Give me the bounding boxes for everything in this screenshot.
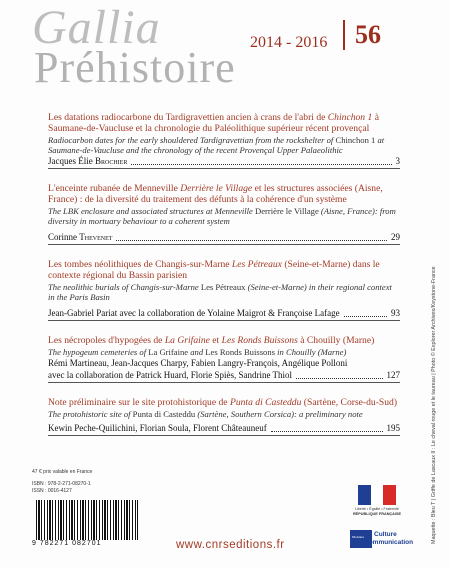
issue-years: 2014 - 2016 (250, 34, 328, 51)
article-author: Corinne Thevenet (48, 232, 113, 242)
journal-name-line2: Préhistoire (34, 43, 236, 92)
barcode-number: 9 782271 082701 (32, 540, 102, 547)
article-author-line (48, 232, 400, 243)
article-author-line (48, 423, 400, 434)
article-author: Jean-Gabriel Pariat avec la collaboration de Yolaine Maigrot & Françoise Lafage (48, 308, 340, 318)
journal-logo (32, 1, 252, 94)
issn-number: ISSN : 0016-4127 (32, 488, 72, 494)
article-title: Note préliminaire sur le site protohistorique de Punta di Casteddu (Sartène, Corse-du-Sud) (48, 397, 398, 408)
article-title: Les nécropoles d'hypogées de La Grifaine et Les Ronds Buissons à Chouilly (Marne) (48, 335, 375, 346)
article-page: 3 (395, 156, 400, 166)
dot-leader (116, 239, 387, 241)
isbn-number: ISBN : 978-2-271-08270-1 (32, 481, 91, 487)
article-page: 127 (386, 370, 400, 380)
dot-leader (131, 163, 391, 165)
article-author-line (48, 308, 400, 319)
barcode-bars (36, 500, 138, 540)
publisher-url: www.cnrseditions.fr (176, 539, 285, 551)
toc-entry (48, 397, 400, 436)
article-authors-line1: Rémi Martineau, Jean-Jacques Charpy, Fabien Langry-François, Angélique Polloni (48, 358, 348, 368)
article-english-title: Radiocarbon dates for the early shouldered Tardigravettian from the rockshelter of Chinchon 1 at Saumane-de-Vaucluse and the chronology of the recent Provençal Upper Palaeolithic (48, 135, 385, 155)
article-page: 195 (386, 423, 400, 433)
article-title: Les tombes néolithiques de Changis-sur-Marne Les Pétreaux (Seine-et-Marne) dans le contexte régional du Bassin parisien (48, 259, 380, 281)
barcode (32, 500, 142, 546)
entry-divider (48, 320, 400, 321)
ministry-culture-logo (350, 530, 414, 548)
article-english-title: The protohistoric site of Punta di Casteddu (Sartène, Southern Corsica): a preliminary note (48, 409, 363, 419)
ministry-logo-icon: Ministère (350, 530, 372, 548)
french-flag-icon (358, 485, 396, 505)
article-english-title: The neolithic burials of Changis-sur-Marne Les Pétreaux (Seine-et-Marne) in their regional context in the Paris Basin (48, 282, 392, 302)
article-author: Kewin Peche-Quilichini, Florian Soula, Florent Châteauneuf (48, 423, 267, 433)
toc-entry (48, 183, 400, 245)
table-of-contents (48, 112, 400, 450)
dot-leader (271, 430, 383, 432)
article-english-title: The LBK enclosure and associated structures at Menneville Derrière le Village (Aisne, France): from diversity in mortuary behaviour to a coherent system (48, 206, 396, 226)
entry-divider (48, 244, 400, 245)
rf-name: RÉPUBLIQUE FRANÇAISE (352, 512, 402, 516)
article-page: 93 (391, 308, 400, 318)
isbn-block (32, 481, 91, 495)
volume-number: 56 (355, 20, 381, 49)
ministry-culture-text: Culture (374, 531, 397, 538)
rf-motto: Liberté • Égalité • Fraternité (355, 507, 399, 511)
dot-leader (344, 315, 387, 317)
article-page: 29 (391, 232, 400, 242)
credits-vertical-text: Maquette : Bleu T | Griffe de Lascaux II : Le cheval rouge et le taureau | Photo © Explorer Archives/Keystone-France (431, 266, 437, 544)
article-english-title: The hypogeum cemeteries of La Grifaine and Les Ronds Buissons in Chouilly (Marne) (48, 347, 347, 357)
article-author-line (48, 156, 400, 167)
article-authors-line2: avec la collaboration de Patrick Huard, Florie Spiès, Sandrine Thiol (48, 370, 293, 380)
price-label: 47 € prix valable en France (32, 469, 93, 475)
toc-entry (48, 335, 400, 383)
journal-name-line1: Gallia (32, 1, 161, 54)
article-author: Jacques Élie Brochier (48, 156, 128, 166)
dot-leader (296, 377, 382, 379)
article-author-line (48, 358, 400, 369)
toc-entry (48, 112, 400, 169)
entry-divider (48, 382, 400, 383)
article-title: Les datations radiocarbone du Tardigravettien ancien à crans de l'abri de Chinchon 1 à Saumane-de-Vaucluse et la chronologie du Paléolithique supérieur récent provençal (48, 112, 379, 134)
article-title: L'enceinte rubanée de Menneville Derrière le Village et les structures associées (Aisne, France) : de la diversité du traitement des défunts à la cohérence d'un système (48, 183, 383, 205)
article-author-line (48, 370, 400, 381)
entry-divider (48, 168, 400, 169)
toc-entry (48, 259, 400, 321)
entry-divider (48, 435, 400, 436)
ministry-communication-text: Communication (364, 539, 414, 546)
header-divider (343, 20, 345, 50)
